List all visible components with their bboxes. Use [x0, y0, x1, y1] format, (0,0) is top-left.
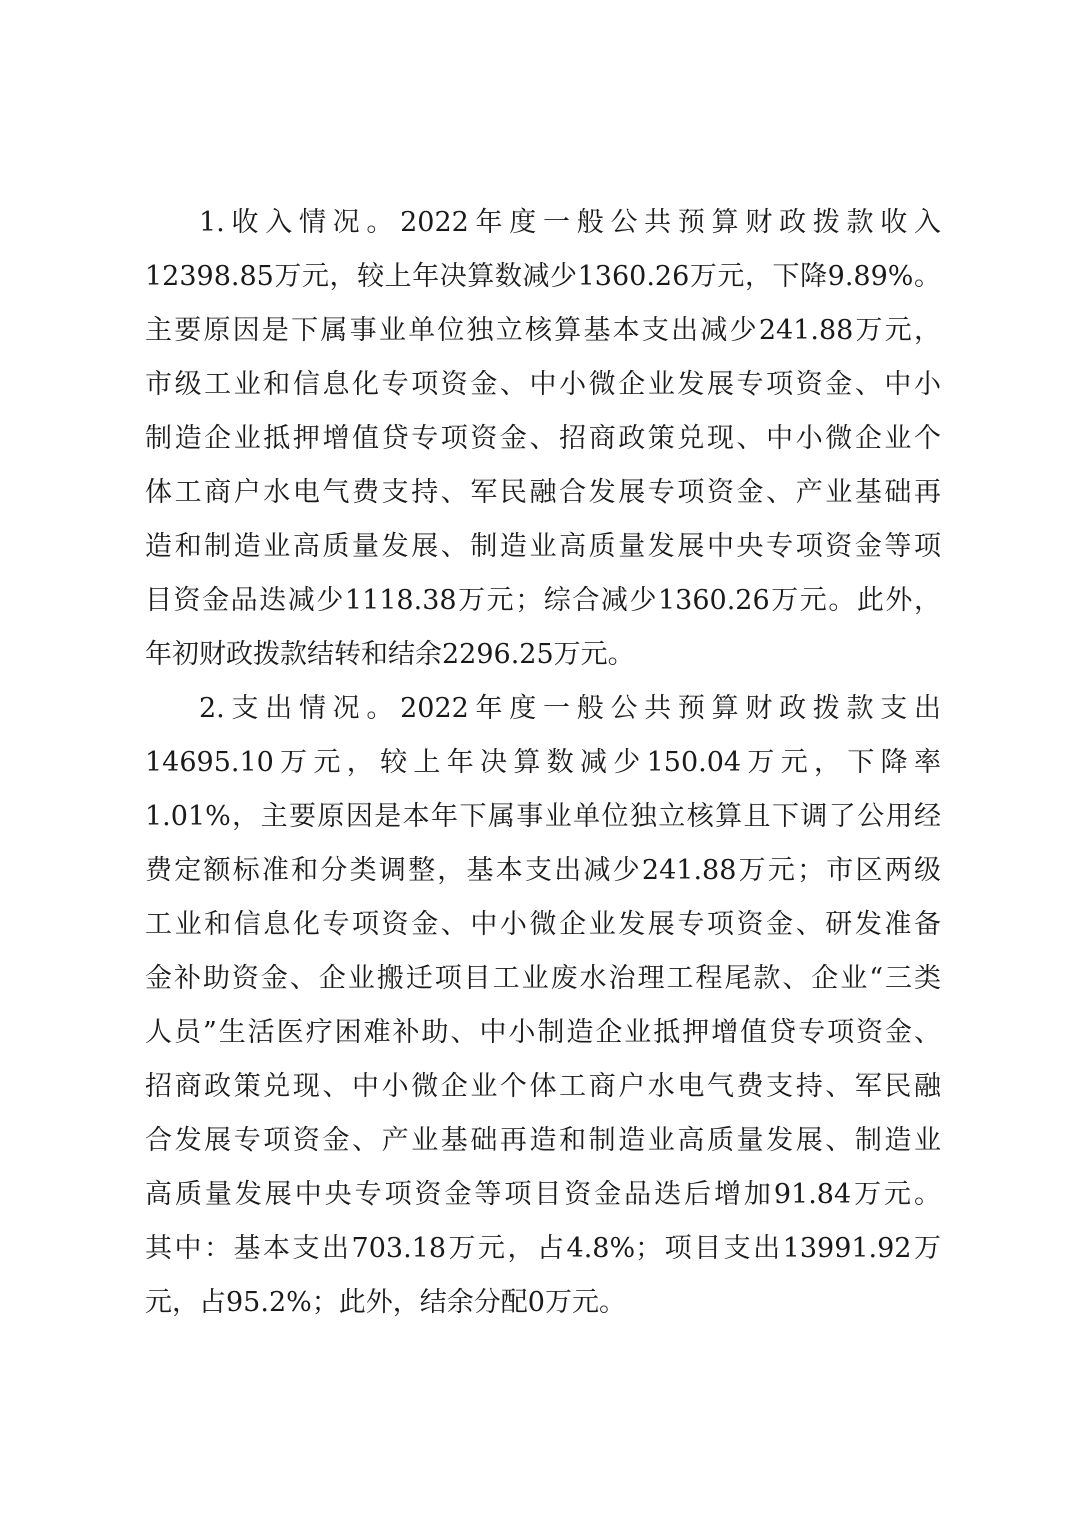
text-line: 市级工业和信息化专项资金、中小微企业发展专项资金、中小: [145, 369, 941, 400]
paragraph-income: [145, 196, 941, 682]
text-line: 14695.10万元，较上年决算数减少150.04万元，下降率: [145, 747, 941, 778]
text-line: 费定额标准和分类调整，基本支出减少241.88万元；市区两级: [145, 855, 941, 886]
text-line: 工业和信息化专项资金、中小微企业发展专项资金、研发准备: [145, 909, 941, 940]
text-line: 招商政策兑现、中小微企业个体工商户水电气费支持、军民融: [145, 1071, 941, 1102]
text-line: 高质量发展中央专项资金等项目资金品迭后增加91.84万元。: [145, 1179, 941, 1210]
document-body: [145, 196, 941, 1330]
text-line: 元，占95.2%；此外，结余分配0万元。: [145, 1287, 626, 1318]
text-line: 年初财政拨款结转和结余2296.25万元。: [145, 639, 635, 670]
text-line: 金补助资金、企业搬迁项目工业废水治理工程尾款、企业“三类: [145, 963, 941, 994]
text-line: 其中：基本支出703.18万元，占4.8%；项目支出13991.92万: [145, 1233, 941, 1264]
text-line: 人员”生活医疗困难补助、中小制造企业抵押增值贷专项资金、: [145, 1017, 941, 1048]
text-line: 2.支出情况。2022年度一般公共预算财政拨款支出: [199, 693, 941, 724]
text-line: 1.收入情况。2022年度一般公共预算财政拨款收入: [199, 207, 941, 238]
text-line: 12398.85万元，较上年决算数减少1360.26万元，下降9.89%。: [145, 261, 941, 292]
text-line: 主要原因是下属事业单位独立核算基本支出减少241.88万元，: [145, 315, 941, 346]
text-line: 1.01%，主要原因是本年下属事业单位独立核算且下调了公用经: [145, 801, 941, 832]
text-line: 合发展专项资金、产业基础再造和制造业高质量发展、制造业: [145, 1125, 941, 1156]
text-line: 制造企业抵押增值贷专项资金、招商政策兑现、中小微企业个: [145, 423, 941, 454]
text-line: 体工商户水电气费支持、军民融合发展专项资金、产业基础再: [145, 477, 941, 508]
text-line: 目资金品迭减少1118.38万元；综合减少1360.26万元。此外，: [145, 585, 941, 616]
text-line: 造和制造业高质量发展、制造业高质量发展中央专项资金等项: [145, 531, 941, 562]
paragraph-expenditure: [145, 682, 941, 1330]
